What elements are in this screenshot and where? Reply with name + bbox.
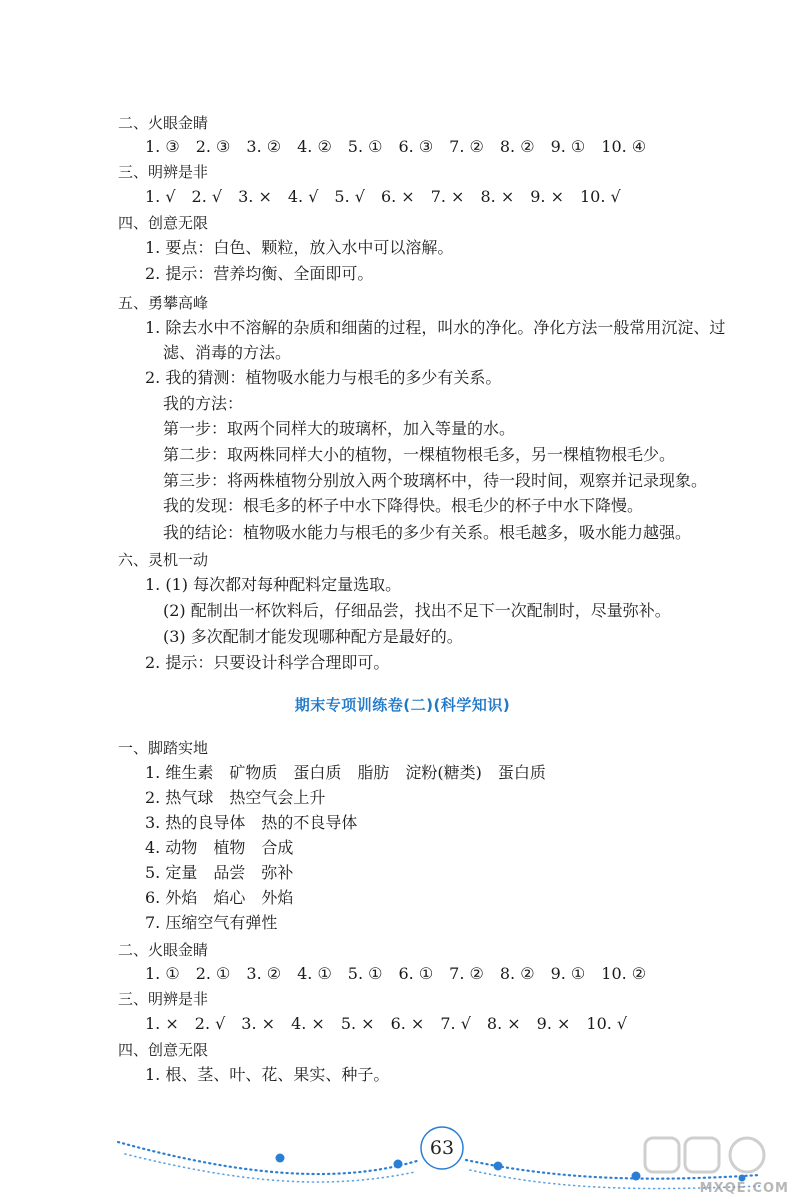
section-title: 期末专项训练卷(二)(科学知识)	[294, 696, 511, 714]
answers-huoyan-2: 1. ① 2. ① 3. ② 4. ① 5. ① 6. ① 7. ② 8. ② 9. ① 10. ②	[145, 964, 647, 983]
lingji-item-1-2: (2) 配制出一杯饮料后，仔细品尝，找出不足下一次配制时，尽量弥补。	[163, 601, 671, 620]
finding-text: 我的发现：根毛多的杯子中水下降得快。根毛少的杯子中水下降慢。	[163, 496, 644, 515]
jiaota-item-5: 5. 定量 品尝 弥补	[145, 863, 294, 882]
answers-mingbian-2: 1. × 2. √ 3. × 4. × 5. × 6. × 7. √ 8. × 9. × 10. √	[145, 1014, 628, 1033]
jiaota-item-1: 1. 维生素 矿物质 蛋白质 脂肪 淀粉(糖类) 蛋白质	[145, 763, 546, 782]
chuangyi-item-1: 1. 要点：白色、颗粒，放入水中可以溶解。	[145, 238, 454, 257]
heading-lingji: 六、灵机一动	[118, 551, 209, 569]
heading-mingbian-2: 三、明辨是非	[118, 990, 209, 1008]
lingji-item-2: 2. 提示：只要设计科学合理即可。	[145, 653, 390, 672]
heading-huoyan-2: 二、火眼金睛	[118, 941, 209, 959]
yongpan-item-1b: 滤、消毒的方法。	[163, 343, 292, 362]
yongpan-item-1a: 1. 除去水中不溶解的杂质和细菌的过程，叫水的净化。净化方法一般常用沉淀、过	[145, 318, 726, 337]
answers-huoyan-1: 1. ③ 2. ③ 3. ② 4. ② 5. ① 6. ③ 7. ② 8. ② 9. ① 10. ④	[145, 137, 647, 156]
conclusion-text: 我的结论：植物吸水能力与根毛的多少有关系。根毛越多，吸水能力越强。	[163, 523, 692, 542]
jiaota-item-7: 7. 压缩空气有弹性	[145, 913, 278, 932]
jiaota-item-2: 2. 热气球 热空气会上升	[145, 788, 326, 807]
watermark-text: MXQE.COM	[699, 1181, 789, 1196]
chuangyi-item-2-1: 1. 根、茎、叶、花、果实、种子。	[145, 1065, 390, 1084]
chuangyi-item-2: 2. 提示：营养均衡、全面即可。	[145, 264, 374, 283]
heading-yongpan: 五、勇攀高峰	[118, 294, 209, 312]
jiaota-item-6: 6. 外焰 焰心 外焰	[145, 888, 294, 907]
lingji-item-1: 1. (1) 每次都对每种配料定量选取。	[145, 575, 402, 594]
heading-jiaota: 一、脚踏实地	[118, 739, 209, 757]
method-step-2: 第二步：取两株同样大小的植物，一棵植物根毛多，另一棵植物根毛少。	[163, 445, 676, 464]
heading-mingbian-1: 三、明辨是非	[118, 163, 209, 181]
jiaota-item-4: 4. 动物 植物 合成	[145, 838, 294, 857]
answers-mingbian-1: 1. √ 2. √ 3. × 4. √ 5. √ 6. × 7. × 8. × 9. × 10. √	[145, 187, 621, 206]
heading-chuangyi-1: 四、创意无限	[118, 214, 209, 232]
heading-chuangyi-2: 四、创意无限	[118, 1041, 209, 1059]
yongpan-item-2: 2. 我的猜测：植物吸水能力与根毛的多少有关系。	[145, 368, 502, 387]
method-step-3: 第三步：将两株植物分别放入两个玻璃杯中，待一段时间，观察并记录现象。	[163, 471, 708, 490]
page-number: 63	[429, 1137, 455, 1159]
method-label: 我的方法：	[163, 394, 244, 413]
lingji-item-1-3: (3) 多次配制才能发现哪种配方是最好的。	[163, 627, 463, 646]
jiaota-item-3: 3. 热的良导体 热的不良导体	[145, 813, 358, 832]
method-step-1: 第一步：取两个同样大的玻璃杯，加入等量的水。	[163, 419, 516, 438]
heading-huoyan-1: 二、火眼金睛	[118, 114, 209, 132]
